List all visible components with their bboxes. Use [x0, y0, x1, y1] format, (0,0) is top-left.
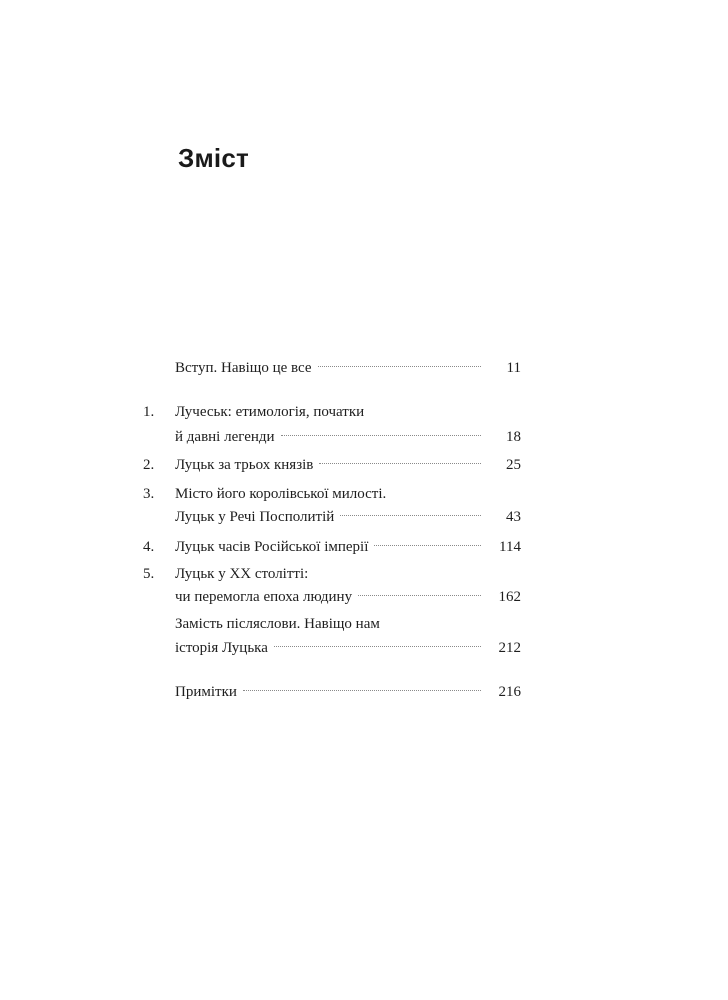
page-title: Зміст [178, 143, 249, 173]
toc-entry-title-line1: Місто його королівської милості. [175, 486, 387, 502]
toc-page-number: 114 [499, 539, 521, 555]
toc-entry-title-line1: Замість післяслови. Навіщо нам [175, 616, 380, 632]
toc-page-number: 162 [498, 589, 521, 605]
toc-entry-title: Примітки [175, 684, 237, 700]
chapter-number: 5. [143, 566, 155, 582]
toc-entry-title-line1: Луцьк у ХХ столітті: [175, 566, 309, 582]
dot-leader [358, 595, 481, 596]
dot-leader [374, 545, 481, 546]
toc-entry-title: Вступ. Навіщо це все [175, 360, 312, 376]
toc-entry-title-line2: чи перемогла епоха людину [175, 589, 353, 605]
chapter-number: 1. [143, 404, 155, 420]
dot-leader [281, 435, 481, 436]
toc-entry-title-line2: Луцьк у Речі Посполитій [175, 509, 335, 525]
toc-page-number: 18 [506, 429, 521, 445]
toc-entry-chapter-2[interactable] [143, 455, 521, 475]
toc-entry-chapter-5-cont[interactable] [143, 587, 521, 607]
toc-entry-chapter-3[interactable] [143, 484, 521, 504]
toc-entry-intro[interactable] [143, 358, 521, 378]
toc-entry-title-line1: Лучеськ: етимологія, початки [175, 404, 365, 420]
toc-entry-notes[interactable] [143, 682, 521, 702]
toc-entry-chapter-4[interactable] [143, 537, 521, 557]
dot-leader [318, 366, 481, 367]
toc-entry-chapter-5[interactable] [143, 564, 521, 584]
toc-entry-chapter-3-cont[interactable] [143, 507, 521, 527]
dot-leader [319, 463, 481, 464]
dot-leader [274, 646, 481, 647]
toc-page-number: 25 [506, 457, 521, 473]
toc-entry-chapter-1[interactable] [143, 402, 521, 422]
chapter-number: 2. [143, 457, 155, 473]
toc-entry-title-line2: історія Луцька [175, 640, 268, 656]
chapter-number: 3. [143, 486, 155, 502]
toc-entry-chapter-1-cont[interactable] [143, 427, 521, 447]
toc-entry-title: Луцьк часів Російської імперії [175, 539, 369, 555]
dot-leader [243, 690, 481, 691]
dot-leader [340, 515, 481, 516]
toc-page-number: 43 [506, 509, 521, 525]
toc-page-number: 11 [506, 360, 521, 376]
toc-page-number: 212 [498, 640, 521, 656]
toc-page-number: 216 [498, 684, 521, 700]
toc-entry-afterword[interactable] [143, 614, 521, 634]
chapter-number: 4. [143, 539, 155, 555]
toc-entry-title-line2: й давні легенди [175, 429, 275, 445]
toc-entry-title: Луцьк за трьох князів [175, 457, 314, 473]
toc-entry-afterword-cont[interactable] [143, 638, 521, 658]
